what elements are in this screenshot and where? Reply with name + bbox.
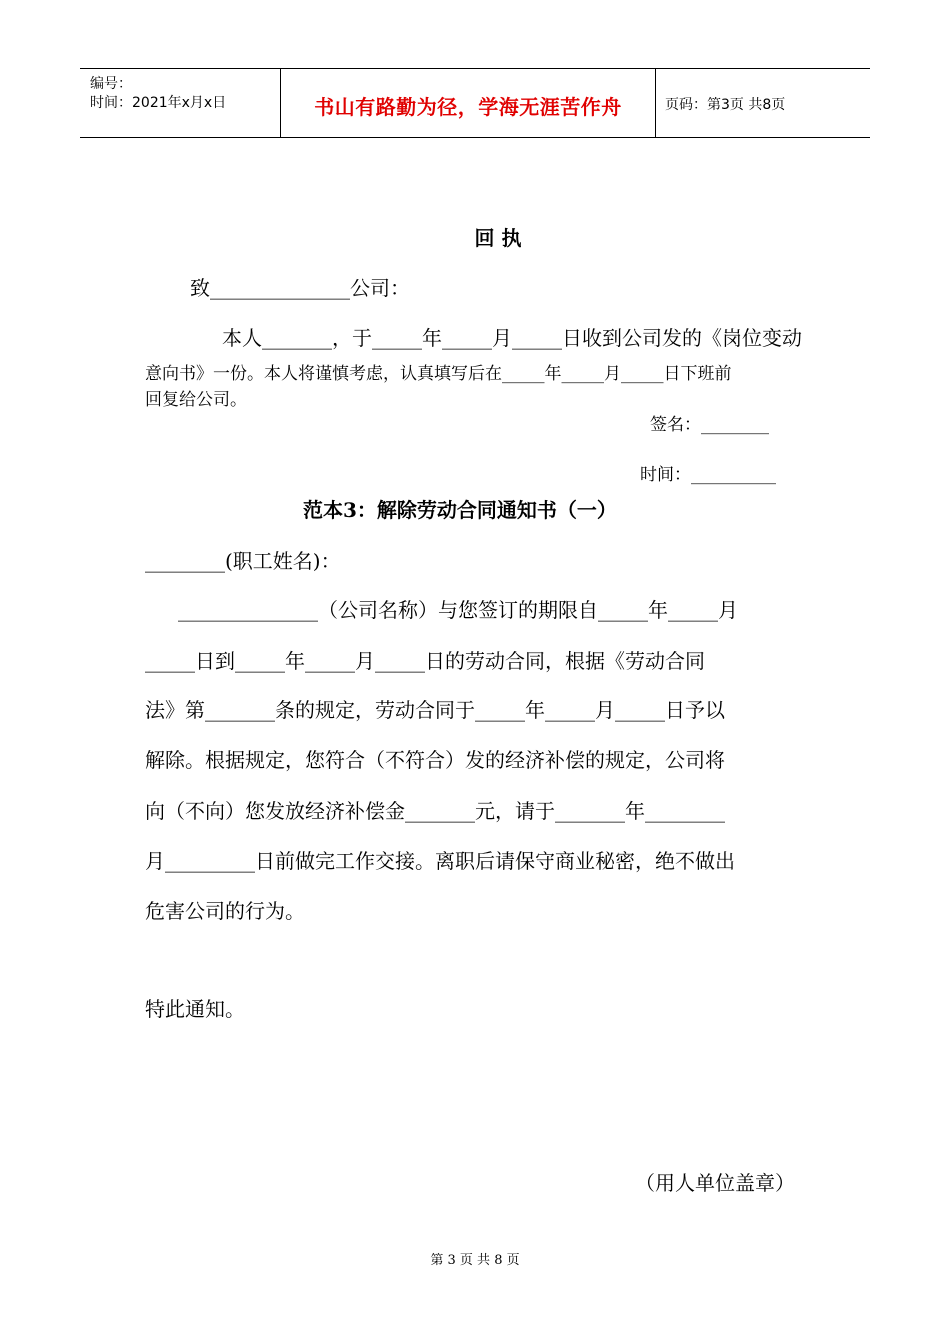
receipt-title: 回 执 — [474, 226, 522, 250]
number-label: 编号： — [90, 76, 132, 92]
receipt-signature: 签名：________ — [650, 415, 769, 435]
page-info: 页码：第3页 共8页 — [665, 97, 786, 113]
notice-line: 向（不向）您发放经济补偿金_______元，请于_______年________ — [145, 799, 725, 823]
header-page-cell — [655, 69, 870, 137]
notice-line: _____日到_____年_____月_____日的劳动合同，根据《劳动合同 — [145, 649, 705, 673]
receipt-para-line-2: 意向书》一份。本人将谨慎考虑，认真填写后在_____年_____月_____日下班前 — [145, 364, 732, 384]
motto: 书山有路勤为径，学海无涯苦作舟 — [314, 95, 622, 119]
notice-closing: 特此通知。 — [145, 997, 245, 1021]
receipt-time: 时间：__________ — [640, 465, 776, 485]
page-footer: 第 3 页 共 8 页 — [430, 1253, 520, 1268]
notice-line: ______________（公司名称）与您签订的期限自_____年_____月 — [178, 598, 738, 622]
notice-line: 法》第_______条的规定，劳动合同于_____年_____月_____日予以 — [145, 698, 725, 722]
notice-line: 危害公司的行为。 — [145, 899, 305, 923]
header-meta — [80, 69, 280, 137]
receipt-para-line-1: 本人_______，于_____年_____月_____日收到公司发的《岗位变动 — [222, 326, 802, 350]
header-motto-cell — [280, 69, 656, 137]
notice-seal: （用人单位盖章） — [635, 1171, 795, 1195]
page-header — [80, 68, 870, 138]
notice-line: 解除。根据规定，您符合（不符合）发的经济补偿的规定，公司将 — [145, 748, 725, 772]
receipt-para-line-3: 回复给公司。 — [145, 390, 247, 410]
receipt-to-line: 致______________公司： — [190, 276, 410, 300]
notice-line: 月_________日前做完工作交接。离职后请保守商业秘密，绝不做出 — [145, 849, 735, 873]
date-label: 时间：2021年x月x日 — [90, 95, 227, 111]
notice-salutation: ________(职工姓名)： — [145, 549, 341, 573]
notice-title: 范本3：解除劳动合同通知书（一） — [303, 498, 617, 522]
